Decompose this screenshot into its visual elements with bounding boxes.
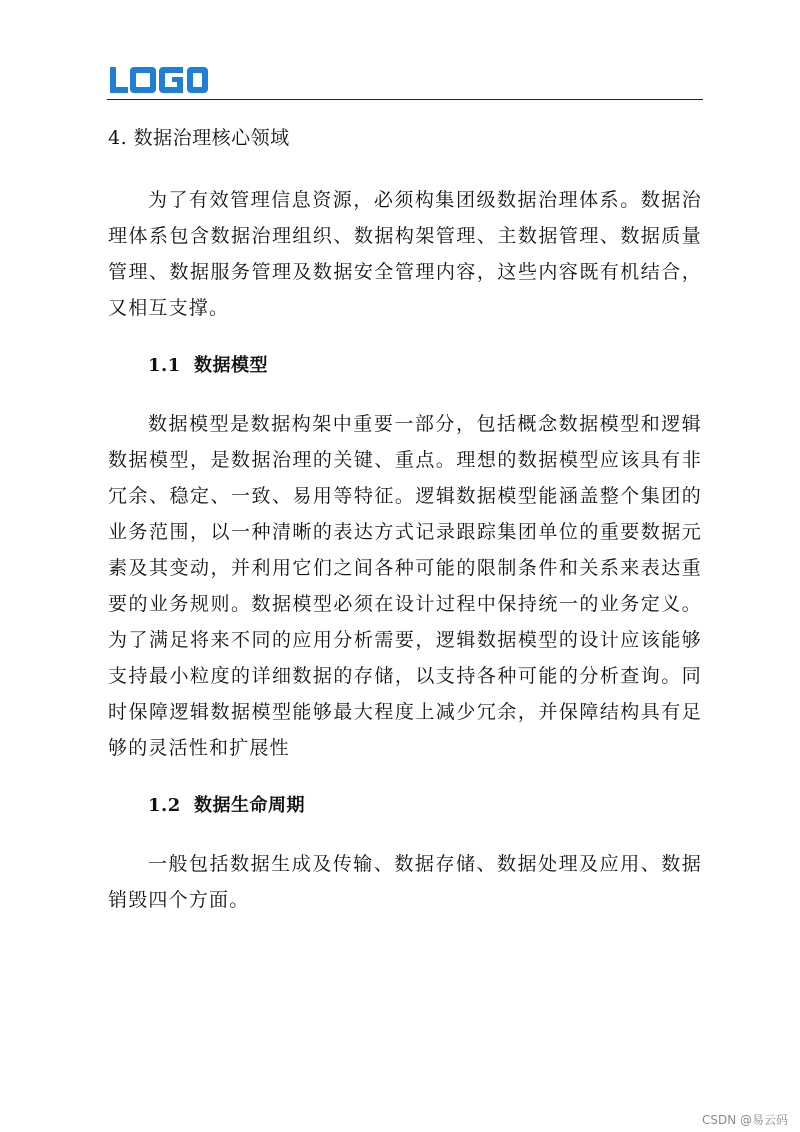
subsection-heading-data-model [108, 348, 702, 384]
logo [108, 60, 208, 100]
section-intro-paragraph: 为了有效管理信息资源，必须构集团级数据治理体系。数据治理体系包含数据治理组织、数据构架管理、主数据管理、数据质量管理、数据服务管理及数据安全管理内容，这些内容既有机结合，又相互支撑。 [108, 189, 702, 319]
data-model-paragraph: 数据模型是数据构架中重要一部分，包括概念数据模型和逻辑数据模型，是数据治理的关键、重点。理想的数据模型应该具有非冗余、稳定、一致、易用等特征。逻辑数据模型能涵盖整个集团的业务范围，以一种清晰的表达方式记录跟踪集团单位的重要数据元素及其变动，并利用它们之间各种可能的限制条件和关系来表达重要的业务规则。数据模型必须在设计过程中保持统一的业务定义。为了满足将来不同的应用分析需要，逻辑数据模型的设计应该能够支持最小粒度的详细数据的存储，以支持各种可能的分析查询。同时保障逻辑数据模型能够最大程度上减少冗余，并保障结构具有足够的灵活性和扩展性 [108, 413, 702, 759]
data-lifecycle-paragraph: 一般包括数据生成及传输、数据存储、数据处理及应用、数据销毁四个方面。 [108, 853, 702, 911]
logo-wordmark [108, 65, 208, 95]
subsection-title: 数据模型 [194, 355, 268, 376]
subsection-number: 1.1 [148, 355, 181, 376]
subsection-heading-data-lifecycle [108, 788, 702, 824]
document-body [108, 120, 702, 918]
subsection-number: 1.2 [148, 795, 181, 816]
section-heading: 4. 数据治理核心领域 [108, 127, 290, 149]
subsection-title: 数据生命周期 [194, 795, 305, 816]
header-divider [107, 99, 703, 100]
watermark: CSDN @易云码 [701, 1113, 788, 1127]
